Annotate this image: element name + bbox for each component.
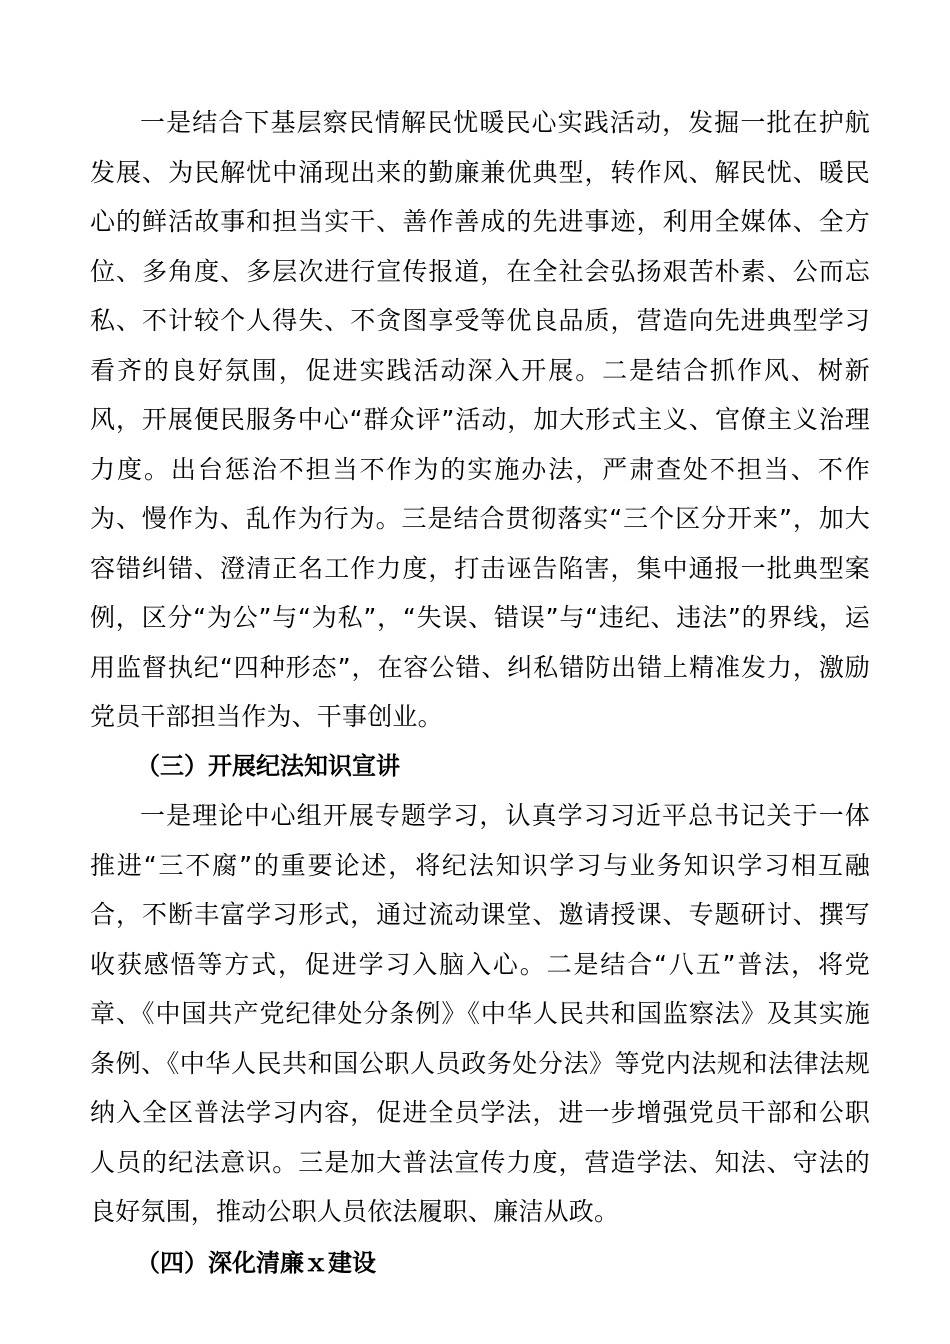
paragraph-law-education: 一是理论中心组开展专题学习，认真学习习近平总书记关于一体推进“三不腐”的重要论述，将纪法知识学习与业务知识学习相互融合，不断丰富学习形式，通过流动课堂、邀请授课、专题研讨、撰写收获感悟等方式，促进学习入脑入心。二是结合“八五”普法，将党章、《中国共产党纪律处分条例》《中华人民共和国监察法》及其实施条例、《中华人民共和国公职人员政务处分法》等党内法规和法律法规纳入全区普法学习内容，促进全员学法，进一步增强党员干部和公职人员的纪法意识。三是加大普法宣传力度，营造学法、知法、守法的良好氛围，推动公职人员依法履职、廉洁从政。 <box>90 801 870 1226</box>
section-heading-4: （四）深化清廉ｘ建设 <box>136 1248 376 1277</box>
section-heading-3: （三）开展纪法知识宣讲 <box>136 751 400 780</box>
paragraph-practice-activities: 一是结合下基层察民情解民忧暖民心实践活动，发掘一批在护航发展、为民解忧中涌现出来的勤廉兼优典型，转作风、解民忧、暖民心的鲜活故事和担当实干、善作善成的先进事迹，利用全媒体、全方位、多角度、多层次进行宣传报道，在全社会弘扬艰苦朴素、公而忘私、不计较个人得失、不贪图享受等优良品质，营造向先进典型学习看齐的良好氛围，促进实践活动深入开展。二是结合抓作风、树新风，开展便民服务中心“群众评”活动，加大形式主义、官僚主义治理力度。出台惩治不担当不作为的实施办法，严肃查处不担当、不作为、慢作为、乱作为行为。三是结合贯彻落实“三个区分开来”，加大容错纠错、澄清正名工作力度，打击诬告陷害，集中通报一批典型案例，区分“为公”与“为私”，“失误、错误”与“违纪、违法”的界线，运用监督执纪“四种形态”，在容公错、纠私错防出错上精准发力，激励党员干部担当作为、干事创业。 <box>90 108 870 731</box>
